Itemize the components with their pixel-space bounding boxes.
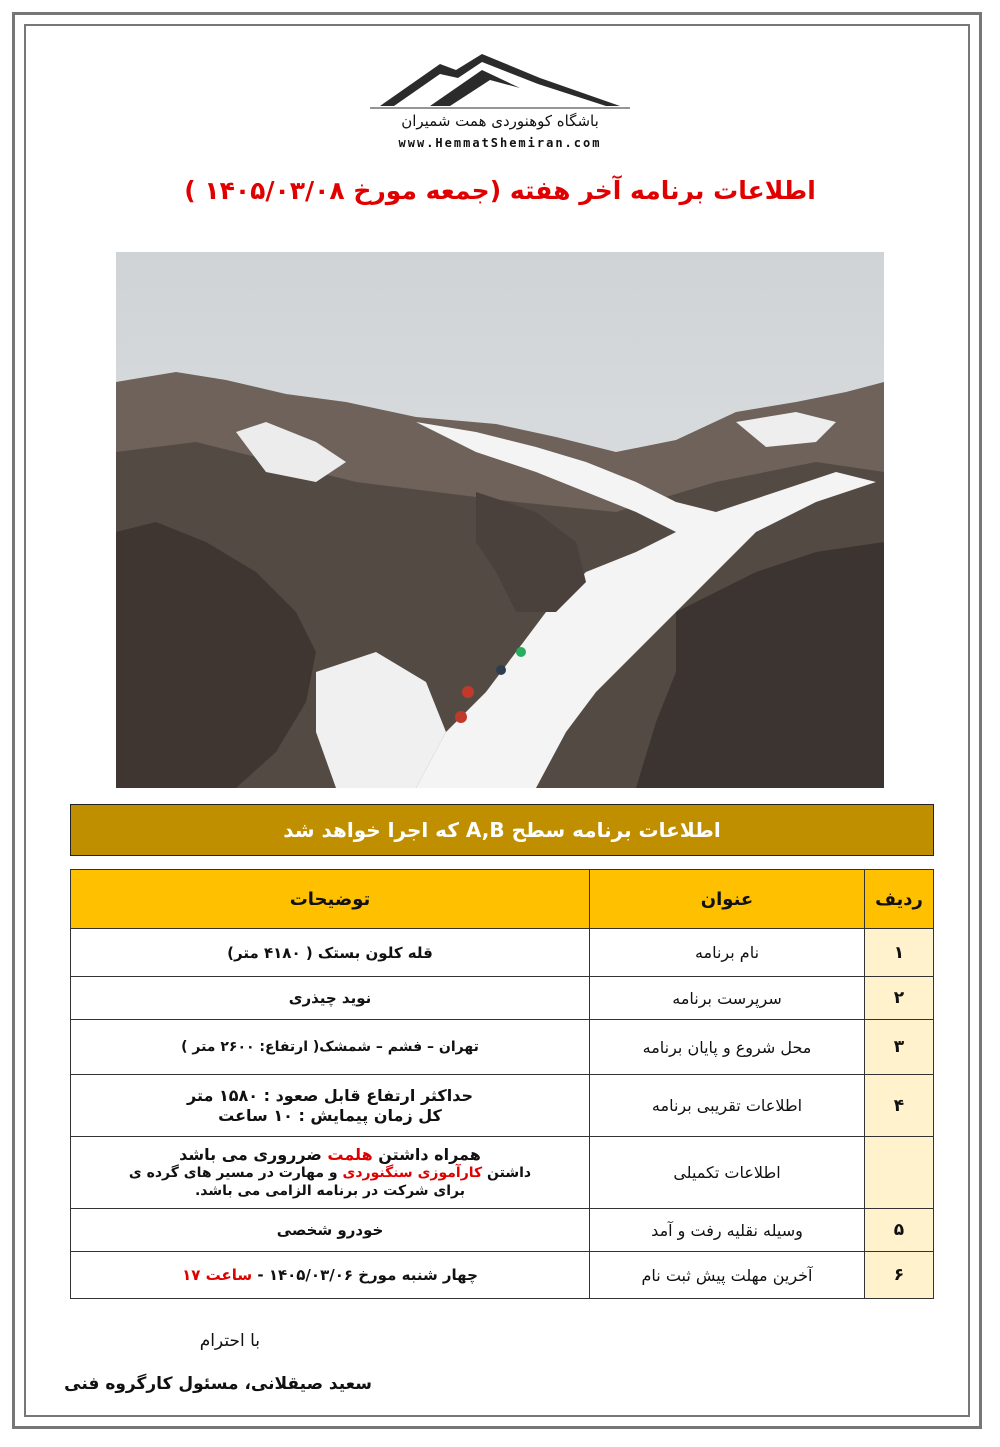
desc-line: کل زمان پیمایش : ۱۰ ساعت <box>218 1105 442 1125</box>
desc-text: و مهارت در مسیر های گرده ی <box>128 1164 343 1181</box>
desc-line: برای شرکت در برنامه الزامی می باشد. <box>194 1182 466 1199</box>
row-description: قله کلون بستک ( ۴۱۸۰ متر) <box>71 929 590 977</box>
header-description: توضیحات <box>71 870 590 929</box>
desc-line <box>77 1146 583 1164</box>
table-row <box>71 1209 934 1252</box>
row-title: اطلاعات تکمیلی <box>590 1137 865 1209</box>
table-row <box>71 977 934 1020</box>
row-description <box>71 1075 590 1137</box>
mountain-photo <box>116 252 884 788</box>
row-title: محل شروع و پایان برنامه <box>590 1020 865 1075</box>
row-description <box>71 1137 590 1209</box>
desc-text: همراه داشتن <box>372 1144 481 1164</box>
row-title: سرپرست برنامه <box>590 977 865 1020</box>
row-description: خودرو شخصی <box>71 1209 590 1252</box>
table-row <box>71 1252 934 1299</box>
table-row <box>71 1137 934 1209</box>
row-description <box>71 1252 590 1299</box>
program-table <box>70 869 934 1299</box>
table-row <box>71 1075 934 1137</box>
mountain-logo-icon <box>370 48 630 110</box>
desc-line: حداکثر ارتفاع قابل صعود : ۱۵۸۰ متر <box>187 1085 473 1105</box>
club-url: www.HemmatShemiran.com <box>398 136 602 150</box>
row-number: ۴ <box>865 1075 934 1137</box>
desc-highlight: کارآموزی سنگنوردی <box>342 1164 483 1181</box>
row-title: وسیله نقلیه رفت و آمد <box>590 1209 865 1252</box>
row-number: ۲ <box>865 977 934 1020</box>
row-number: ۳ <box>865 1020 934 1075</box>
row-number <box>865 1137 934 1209</box>
desc-highlight: هلمت <box>327 1144 373 1164</box>
row-title: اطلاعات تقریبی برنامه <box>590 1075 865 1137</box>
desc-highlight: ساعت ۱۷ <box>182 1266 253 1284</box>
row-title: آخرین مهلت پیش ثبت نام <box>590 1252 865 1299</box>
header-row-number: ردیف <box>865 870 934 929</box>
row-number: ۶ <box>865 1252 934 1299</box>
row-number: ۵ <box>865 1209 934 1252</box>
header-title: عنوان <box>590 870 865 929</box>
signature-name: سعید صیقلانی، مسئول کارگروه فنی <box>64 1374 372 1394</box>
desc-text: چهار شنبه مورخ ۱۴۰۵/۰۳/۰۶ - <box>252 1266 478 1284</box>
row-number: ۱ <box>865 929 934 977</box>
club-name: باشگاه کوهنوردی همت شمیران <box>401 112 599 130</box>
desc-line <box>77 1164 583 1182</box>
desc-text: ضرروری می باشد <box>179 1144 328 1164</box>
table-row <box>71 929 934 977</box>
table-row <box>71 1020 934 1075</box>
table-header-row <box>71 870 934 929</box>
row-title: نام برنامه <box>590 929 865 977</box>
club-logo <box>360 48 640 158</box>
row-description: نوید چیذری <box>71 977 590 1020</box>
section-header: اطلاعات برنامه سطح A,B که اجرا خواهد شد <box>70 804 934 856</box>
row-description: تهران – فشم – شمشک( ارتفاع: ۲۶۰۰ متر ) <box>71 1020 590 1075</box>
desc-text: داشتن <box>482 1164 532 1181</box>
signature-greeting: با احترام <box>199 1331 260 1351</box>
page-title: اطلاعات برنامه آخر هفته (جمعه مورخ ۱۴۰۵/۰۳/۰۸ ) <box>184 176 816 205</box>
